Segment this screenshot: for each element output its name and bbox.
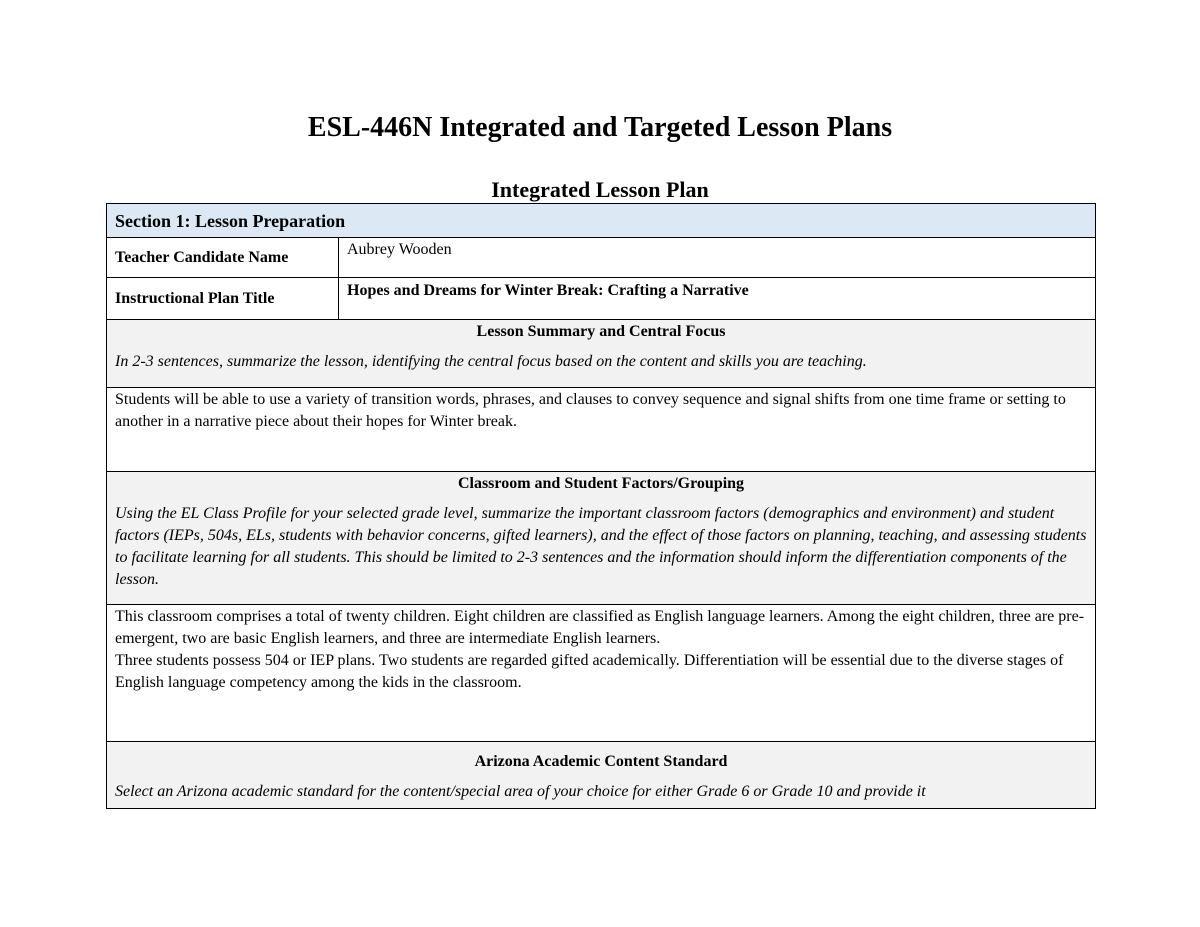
summary-heading: Lesson Summary and Central Focus bbox=[476, 323, 726, 340]
teacher-name-value[interactable]: Aubrey Wooden bbox=[339, 238, 1096, 278]
summary-response[interactable]: Students will be able to use a variety of transition words, phrases, and clauses to convey sequence and signal shifts from one time frame or setting to another in a narrative piece about their hopes for Winter break. bbox=[107, 388, 1096, 472]
factors-response[interactable] bbox=[107, 605, 1096, 742]
factors-heading: Classroom and Student Factors/Grouping bbox=[457, 475, 745, 492]
factors-response-paragraph-1: This classroom comprises a total of twenty children. Eight children are classified as English language learners. Among the eight children, three are pre-emergent, two are basic English learners, and three are intermediate English learners. bbox=[115, 608, 1085, 647]
factors-response-row bbox=[107, 605, 1096, 742]
standard-header-cell bbox=[107, 742, 1096, 809]
factors-header-cell bbox=[107, 472, 1096, 605]
plan-title-row bbox=[107, 278, 1096, 320]
summary-prompt: In 2-3 sentences, summarize the lesson, identifying the central focus based on the content and skills you are teaching. bbox=[115, 353, 867, 370]
section-header-row bbox=[107, 204, 1096, 238]
standard-header-row bbox=[107, 742, 1096, 809]
factors-header-row bbox=[107, 472, 1096, 605]
factors-prompt: Using the EL Class Profile for your selected grade level, summarize the important classroom factors (demographics and environment) and student factors (IEPs, 504s, ELs, students with behavior concerns, gifted learners), and the effect of those factors on planning, teaching, and assessing students to facilitate learning for all students. This should be limited to 2-3 sentences and the information should inform the differentiation components of the lesson. bbox=[115, 505, 1087, 588]
lesson-plan-table bbox=[106, 203, 1096, 809]
section-heading: Section 1: Lesson Preparation bbox=[107, 204, 1096, 238]
teacher-name-label: Teacher Candidate Name bbox=[107, 238, 339, 278]
summary-header-cell bbox=[107, 320, 1096, 388]
document-subtitle: Integrated Lesson Plan bbox=[491, 177, 709, 202]
factors-response-paragraph-2: Three students possess 504 or IEP plans. Two students are regarded gifted academically. Differentiation will be essential due to the diverse stages of English language competency among the kids in the classroom. bbox=[115, 652, 1064, 691]
standard-heading: Arizona Academic Content Standard bbox=[474, 753, 728, 770]
standard-prompt: Select an Arizona academic standard for the content/special area of your choice for either Grade 6 or Grade 10 and provide it bbox=[115, 783, 926, 800]
summary-response-row bbox=[107, 388, 1096, 472]
teacher-name-row bbox=[107, 238, 1096, 278]
summary-header-row bbox=[107, 320, 1096, 388]
document-title: ESL-446N Integrated and Targeted Lesson Plans bbox=[307, 112, 893, 143]
plan-title-label: Instructional Plan Title bbox=[107, 278, 339, 320]
plan-title-value[interactable]: Hopes and Dreams for Winter Break: Crafting a Narrative bbox=[339, 278, 1096, 320]
